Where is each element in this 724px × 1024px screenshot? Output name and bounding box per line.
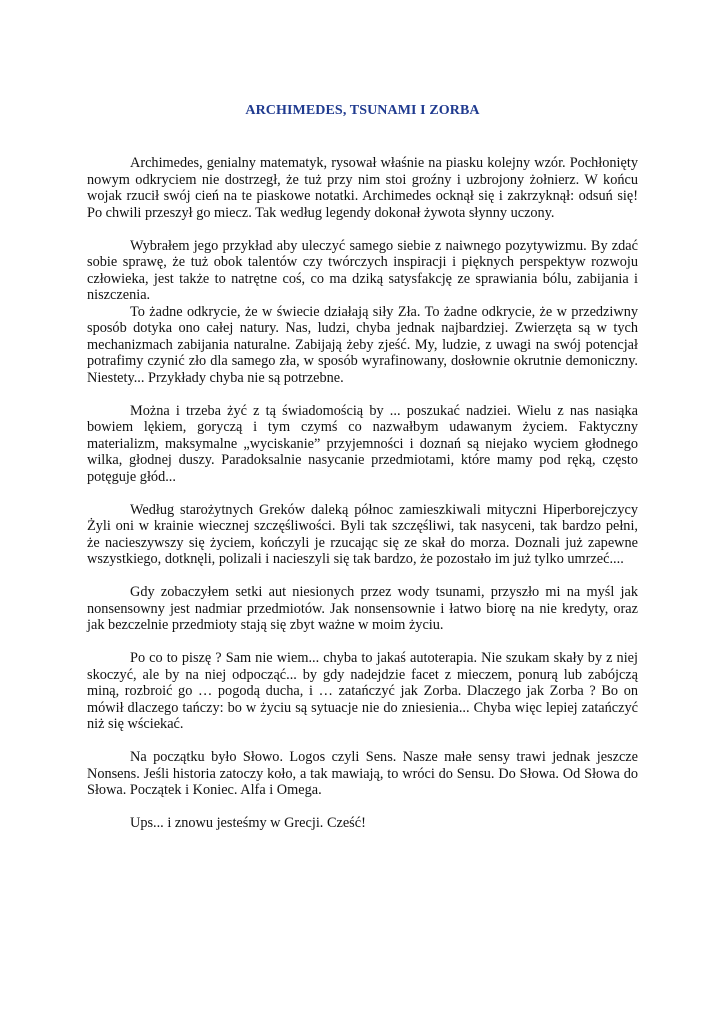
document-title: ARCHIMEDES, TSUNAMI I ZORBA: [245, 103, 480, 118]
document-body: [87, 103, 638, 832]
paragraph-archimedes: Archimedes, genialny matematyk, rysował właśnie na piasku kolejny wzór. Pochłonięty nowym odkryciem nie dostrzegł, że tuż przy nim stoi groźny i uzbrojony żołnierz. W końcu wojak rzucił swój cień na te piaskowe notatki. Archimedes ocknął się i zakrzyknął: odsuń się! Po chwili przeszył go miecz. Tak według legendy dokonał żywota słynny uczony.: [87, 155, 638, 221]
paragraph-evil: To żadne odkrycie, że w świecie działają siły Zła. To żadne odkrycie, że w przedziwny sposób dotyka ono całej natury. Nas, ludzi, chyba jednak najbardziej. Zwierzęta są w tych mechanizmach zabijania naturalne. Zabijają żeby zjeść. My, ludzie, z uwagi na swój potencjał potrafimy czynić zło dla samego zła, w sposób wyrafinowany, dosłownie okrutnie demoniczny. Niestety... Przykłady chyba nie są potrzebne.: [87, 303, 638, 386]
paragraph-positivism: Wybrałem jego przykład aby uleczyć samego siebie z naiwnego pozytywizmu. By zdać sobie sprawę, że tuż obok talentów czy twórczych inspiracji i pięknych perspektyw rozwoju człowieka, jest także to natrętne coś, co ma dziką satysfakcję ze sprawiania bólu, zabijania i niszczenia.: [87, 237, 638, 303]
paragraph-logos: Na początku było Słowo. Logos czyli Sens. Nasze małe sensy trawi jednak jeszcze Nonsens. Jeśli historia zatoczy koło, a tak mawiają, to wróci do Sensu. Do Słowa. Od Słowa do Słowa. Początek i Koniec. Alfa i Omega.: [87, 749, 638, 798]
paragraph-zorba: Po co to piszę ? Sam nie wiem... chyba to jakaś autoterapia. Nie szukam skały by z niej skoczyć, ale by na niej odpocząć... by gdy nadejdzie facet z mieczem, ponurą lub zabójczą miną, rozbroić go … pogodą ducha, i … zatańczyć jak Zorba. Dlaczego jak Zorba ? Bo on mówił dlaczego tańczy: bo w życiu są sytuacje nie do zniesienia... Chyba więc lepiej zatańczyć niż się wściekać.: [87, 650, 638, 732]
paragraph-tsunami: Gdy zobaczyłem setki aut niesionych przez wody tsunami, przyszło mi na myśl jak nonsensowny jest nadmiar przedmiotów. Jak nonsensownie i łatwo biorę na nie kredyty, oraz jak bezczelnie przedmioty stają się zbyt ważne w moim życiu.: [87, 584, 638, 633]
paragraph-hyperboreans: Według starożytnych Greków daleką północ zamieszkiwali mityczni Hiperborejczycy Żyli oni w krainie wiecznej szczęśliwości. Byli tak szczęśliwi, tak nasyceni, tak bardzo pełni, że nacieszywszy się życiem, kończyli je rzucając się ze skał do morza. Doznali już zapewne wszystkiego, dotknęli, polizali i nacieszyli się tak bardzo, że pozostało im już tylko umrzeć....: [87, 501, 638, 567]
paragraph-closing: Ups... i znowu jesteśmy w Grecji. Cześć!: [130, 815, 366, 831]
paragraph-hope: Można i trzeba żyć z tą świadomością by ... poszukać nadziei. Wielu z nas nasiąka bowiem lękiem, goryczą i tym czymś co nazwałbym udawanym życiem. Faktyczny materializm, maksymalne „wyciskanie” przyjemności i doznań są niejako wyciem głodnego wilka, głodnej duszy. Paradoksalnie nasycanie przedmiotami, które mamy pod ręką, często potęguje głód...: [87, 402, 638, 485]
